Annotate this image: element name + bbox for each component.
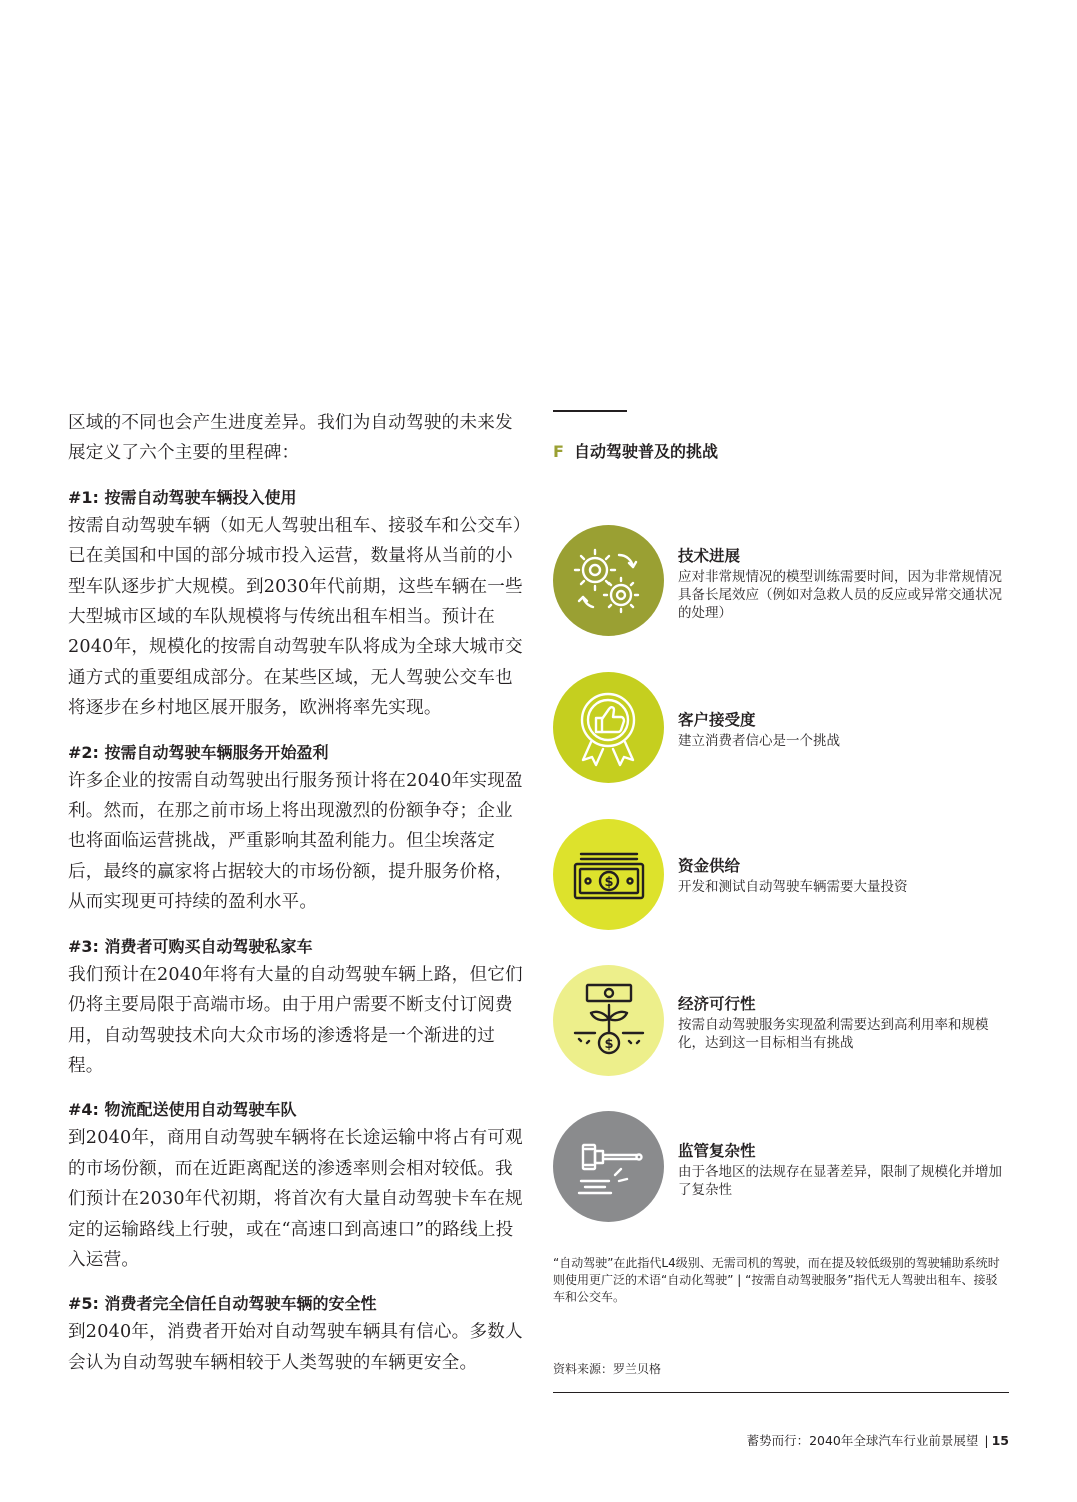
figure-bottom-rule xyxy=(553,1392,1009,1393)
challenge-desc: 由于各地区的法规存在显著差异，限制了规模化并增加了复杂性 xyxy=(678,1164,1002,1198)
milestone-5-title: #5: 消费者完全信任自动驾驶车辆的安全性 xyxy=(68,1294,377,1314)
figure-title-text: 自动驾驶普及的挑战 xyxy=(573,442,718,461)
milestone-4-title: #4: 物流配送使用自动驾驶车队 xyxy=(68,1100,297,1120)
figure-source: 资料来源：罗兰贝格 xyxy=(553,1362,662,1376)
milestone-4-body: 到2040年，商用自动驾驶车辆将在长途运输中将占有可观的市场份额，而在近距离配送的渗透率则会相对较低。我们预计在2030年代初期，将首次有大量自动驾驶卡车在规定的运输路线上行驶，或在“高速口到高速口”的路线上投入运营。 xyxy=(68,1128,523,1270)
gavel-icon xyxy=(553,1111,664,1222)
challenge-item-acceptance xyxy=(553,672,1013,784)
challenge-title: 资金供给 xyxy=(678,857,741,875)
challenge-desc: 按需自动驾驶服务实现盈利需要达到高利用率和规模化，达到这一目标相当有挑战 xyxy=(678,1017,989,1051)
figure-top-rule xyxy=(553,410,627,412)
page-number: 15 xyxy=(991,1433,1009,1448)
challenge-title: 客户接受度 xyxy=(678,711,756,729)
money-stack-icon xyxy=(553,819,664,930)
svg-text:$: $ xyxy=(604,1037,614,1052)
figure-title xyxy=(553,440,718,464)
body-text-column xyxy=(68,408,530,1378)
milestone-3-body: 我们预计在2040年将有大量的自动驾驶车辆上路，但它们仍将主要局限于高端市场。由于用户需要不断支付订阅费用，自动驾驶技术向大众市场的渗透将是一个渐进的过程。 xyxy=(68,964,523,1076)
milestone-1-body: 按需自动驾驶车辆（如无人驾驶出租车、接驳车和公交车）已在美国和中国的部分城市投入运营，数量将从当前的小型车队逐步扩大规模。到2030年代前期，这些车辆在一些大型城市区域的车队规模将与传统出租车相当。预计在2040年，规模化的按需自动驾驶车队将成为全球大城市交通方式的重要组成部分。在某些区域，无人驾驶公交车也将逐步在乡村地区展开服务，欧洲将率先实现。 xyxy=(68,515,523,719)
page-footer xyxy=(747,1432,1009,1450)
figure-letter: F xyxy=(553,442,564,461)
challenge-desc: 应对非常规情况的模型训练需要时间，因为非常规情况具备长尾效应（例如对急救人员的反应或异常交通状况的处理） xyxy=(678,569,1002,621)
challenge-title: 技术进展 xyxy=(678,547,741,565)
milestone-3-title: #3: 消费者可购买自动驾驶私家车 xyxy=(68,936,313,956)
milestone-1-title: #1: 按需自动驾驶车辆投入使用 xyxy=(68,487,297,507)
milestone-5-body: 到2040年，消费者开始对自动驾驶车辆具有信心。多数人会认为自动驾驶车辆相较于人类驾驶的车辆更安全。 xyxy=(68,1322,523,1373)
intro-paragraph: 区域的不同也会产生进度差异。我们为自动驾驶的未来发展定义了六个主要的里程碑： xyxy=(68,413,513,464)
report-title: 蓄势而行：2040年全球汽车行业前景展望 xyxy=(746,1433,979,1448)
challenge-item-funding xyxy=(553,819,1013,931)
thumbs-up-badge-icon xyxy=(553,672,664,783)
challenge-item-economics xyxy=(553,965,1013,1077)
footer-separator: | xyxy=(984,1433,989,1448)
challenge-item-regulation xyxy=(553,1111,1013,1223)
challenge-desc: 开发和测试自动驾驶车辆需要大量投资 xyxy=(678,879,908,895)
challenge-item-technology xyxy=(553,525,1013,637)
challenge-desc: 建立消费者信心是一个挑战 xyxy=(678,733,840,749)
challenge-title: 监管复杂性 xyxy=(678,1142,756,1160)
challenge-title: 经济可行性 xyxy=(678,995,756,1013)
gears-icon xyxy=(553,525,664,636)
money-plant-icon xyxy=(553,965,664,1076)
svg-text:$: $ xyxy=(604,875,614,890)
milestone-2-body: 许多企业的按需自动驾驶出行服务预计将在2040年实现盈利。然而，在那之前市场上将出现激烈的份额争夺；企业也将面临运营挑战，严重影响其盈利能力。但尘埃落定后，最终的赢家将占据较大的市场份额，提升服务价格，从而实现更可持续的盈利水平。 xyxy=(68,770,523,913)
milestone-2-title: #2: 按需自动驾驶车辆服务开始盈利 xyxy=(68,742,329,762)
figure-footnote: “自动驾驶”在此指代L4级别、无需司机的驾驶，而在提及较低级别的驾驶辅助系统时则使用更广泛的术语“自动化驾驶” | “按需自动驾驶服务”指代无人驾驶出租车、接驳车和公交车。 xyxy=(553,1256,1000,1304)
